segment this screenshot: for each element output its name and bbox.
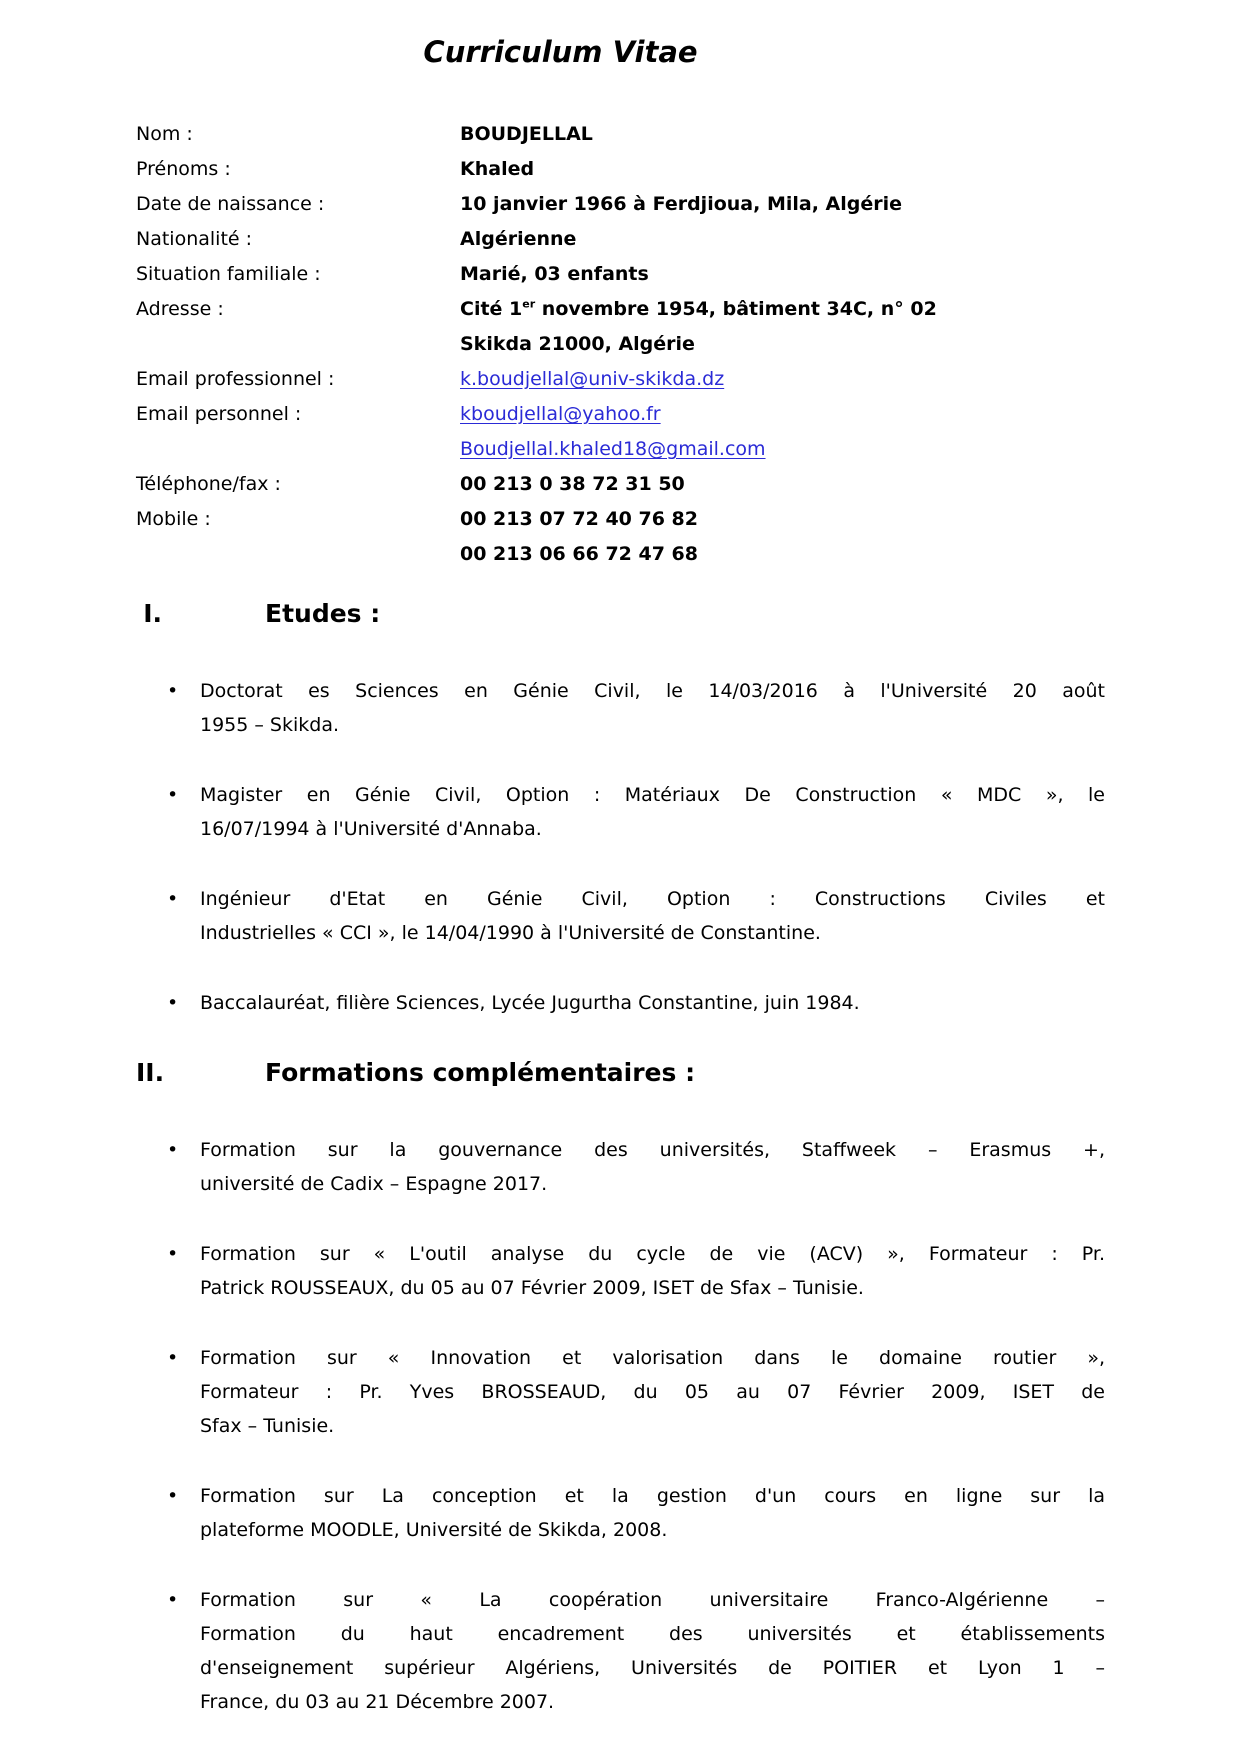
- info-label: Nom :: [136, 123, 193, 145]
- info-value: 00 213 0 38 72 31 50: [460, 473, 685, 495]
- info-values: [460, 467, 1105, 502]
- list-item-line: Patrick ROUSSEAUX, du 05 au 07 Février 2009, ISET de Sfax – Tunisie.: [200, 1277, 864, 1299]
- list-item: [136, 1237, 1105, 1305]
- bullet-icon: •: [167, 1347, 179, 1369]
- info-value: Marié, 03 enfants: [460, 263, 649, 285]
- document-title: Curriculum Vitae: [423, 35, 698, 69]
- info-value: 00 213 06 66 72 47 68: [460, 543, 698, 565]
- list-item-line: Formation du haut encadrement des universités et établissements: [200, 1623, 1105, 1645]
- info-label: Situation familiale :: [136, 263, 321, 285]
- list-item-line: Ingénieur d'Etat en Génie Civil, Option : Constructions Civiles et: [200, 888, 1105, 910]
- section-title: Etudes :: [265, 599, 381, 628]
- list-item-line: Formateur : Pr. Yves BROSSEAUD, du 05 au 07 Février 2009, ISET de: [200, 1381, 1105, 1403]
- email-link[interactable]: k.boudjellal@univ-skikda.dz: [460, 368, 725, 390]
- personal-info: [136, 117, 1105, 572]
- list-item-line: Doctorat es Sciences en Génie Civil, le 14/03/2016 à l'Université 20 août: [200, 680, 1105, 702]
- info-values: [460, 502, 1105, 572]
- info-row: [136, 397, 1105, 467]
- email-link[interactable]: Boudjellal.khaled18@gmail.com: [460, 438, 766, 460]
- info-values: [460, 257, 1105, 292]
- list-item: [136, 778, 1105, 846]
- bullet-icon: •: [167, 888, 179, 910]
- bullet-icon: •: [167, 784, 179, 806]
- sections: [136, 597, 1105, 1719]
- list-item-line: Formation sur « L'outil analyse du cycle de vie (ACV) », Formateur : Pr.: [200, 1243, 1105, 1265]
- info-row: [136, 222, 1105, 257]
- text-part: Cité 1: [460, 298, 523, 320]
- info-label: Téléphone/fax :: [136, 473, 281, 495]
- info-row: [136, 117, 1105, 152]
- info-values: [460, 362, 1105, 397]
- info-value: Algérienne: [460, 228, 577, 250]
- info-label: Email personnel :: [136, 403, 302, 425]
- info-values: [460, 292, 1105, 362]
- info-row: [136, 502, 1105, 572]
- list-item-line: Baccalauréat, filière Sciences, Lycée Jugurtha Constantine, juin 1984.: [200, 992, 860, 1014]
- info-label: Email professionnel :: [136, 368, 335, 390]
- info-values: [460, 222, 1105, 257]
- section-items: [136, 1133, 1105, 1719]
- list-item-line: plateforme MOODLE, Université de Skikda, 2008.: [200, 1519, 668, 1541]
- list-item-line: d'enseignement supérieur Algériens, Universités de POITIER et Lyon 1 –: [200, 1657, 1105, 1679]
- list-item-line: université de Cadix – Espagne 2017.: [200, 1173, 548, 1195]
- list-item-line: Magister en Génie Civil, Option : Matériaux De Construction « MDC », le: [200, 784, 1105, 806]
- list-item-line: 1955 – Skikda.: [200, 714, 340, 736]
- section-number: I.: [143, 599, 162, 628]
- section: [136, 597, 1105, 1020]
- info-value: BOUDJELLAL: [460, 123, 593, 145]
- info-label: Adresse :: [136, 298, 224, 320]
- info-values: [460, 187, 1105, 222]
- section-number: II.: [136, 1058, 165, 1087]
- info-value: [460, 292, 1105, 327]
- text-part: novembre 1954, bâtiment 34C, n° 02: [535, 298, 937, 320]
- info-row: [136, 467, 1105, 502]
- info-row: [136, 257, 1105, 292]
- info-value: 00 213 07 72 40 76 82: [460, 508, 698, 530]
- info-label: Mobile :: [136, 508, 211, 530]
- section: [136, 1056, 1105, 1719]
- list-item-line: Formation sur La conception et la gestion d'un cours en ligne sur la: [200, 1485, 1105, 1507]
- list-item-line: Formation sur la gouvernance des universités, Staffweek – Erasmus +,: [200, 1139, 1105, 1161]
- list-item-line: Sfax – Tunisie.: [200, 1415, 335, 1437]
- info-row: [136, 292, 1105, 362]
- info-value: 10 janvier 1966 à Ferdjioua, Mila, Algérie: [460, 193, 903, 215]
- list-item-line: Industrielles « CCI », le 14/04/1990 à l'Université de Constantine.: [200, 922, 821, 944]
- info-row: [136, 187, 1105, 222]
- info-label: Date de naissance :: [136, 193, 325, 215]
- list-item: [136, 1133, 1105, 1201]
- bullet-icon: •: [167, 1139, 179, 1161]
- info-value: Khaled: [460, 158, 535, 180]
- info-row: [136, 362, 1105, 397]
- list-item: [136, 1479, 1105, 1547]
- bullet-icon: •: [167, 992, 179, 1014]
- bullet-icon: •: [167, 680, 179, 702]
- section-title: Formations complémentaires :: [265, 1058, 696, 1087]
- info-row: [136, 152, 1105, 187]
- list-item: [136, 1341, 1105, 1443]
- info-label: Prénoms :: [136, 158, 231, 180]
- section-heading: [136, 1056, 1105, 1090]
- list-item-line: 16/07/1994 à l'Université d'Annaba.: [200, 818, 542, 840]
- bullet-icon: •: [167, 1243, 179, 1265]
- info-label: Nationalité :: [136, 228, 253, 250]
- list-item: [136, 882, 1105, 950]
- superscript-text: er: [522, 297, 536, 311]
- list-item: [136, 1583, 1105, 1719]
- list-item: [136, 986, 1105, 1020]
- info-values: [460, 152, 1105, 187]
- bullet-icon: •: [167, 1485, 179, 1507]
- list-item-line: Formation sur « La coopération universitaire Franco-Algérienne –: [200, 1589, 1105, 1611]
- info-value: Skikda 21000, Algérie: [460, 333, 695, 355]
- email-link[interactable]: kboudjellal@yahoo.fr: [460, 403, 661, 425]
- list-item-line: France, du 03 au 21 Décembre 2007.: [200, 1691, 555, 1713]
- info-values: [460, 117, 1105, 152]
- bullet-icon: •: [167, 1589, 179, 1611]
- list-item: [136, 674, 1105, 742]
- section-heading: [136, 597, 1105, 631]
- info-values: [460, 397, 1105, 467]
- section-items: [136, 674, 1105, 1020]
- list-item-line: Formation sur « Innovation et valorisation dans le domaine routier »,: [200, 1347, 1105, 1369]
